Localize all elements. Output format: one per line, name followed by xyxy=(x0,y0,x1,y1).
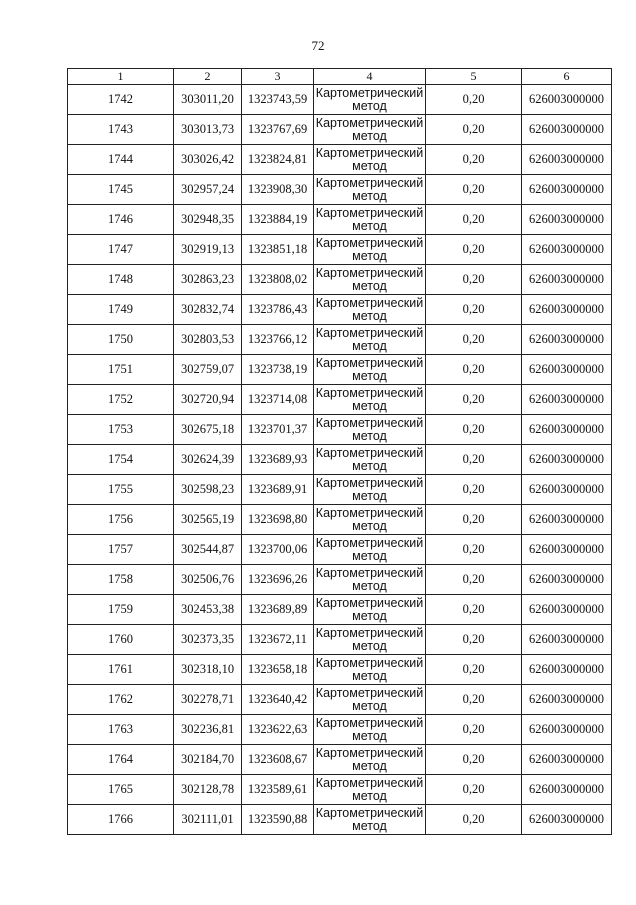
method-line-2: метод xyxy=(352,158,387,173)
method-line-2: метод xyxy=(352,278,387,293)
y-coordinate-cell: 1323622,63 xyxy=(242,715,314,745)
method-line-1: Картометрический xyxy=(315,745,424,760)
accuracy-cell: 0,20 xyxy=(426,445,522,475)
point-number-cell: 1747 xyxy=(68,235,174,265)
accuracy-cell: 0,20 xyxy=(426,685,522,715)
accuracy-cell: 0,20 xyxy=(426,85,522,115)
point-number-cell: 1742 xyxy=(68,85,174,115)
accuracy-cell: 0,20 xyxy=(426,805,522,835)
method-line-2: метод xyxy=(352,428,387,443)
method-line-1: Картометрический xyxy=(315,805,424,820)
method-cell xyxy=(314,235,426,265)
accuracy-cell: 0,20 xyxy=(426,475,522,505)
y-coordinate-cell: 1323786,43 xyxy=(242,295,314,325)
method-line-1: Картометрический xyxy=(315,115,424,130)
table-row xyxy=(68,115,612,145)
point-number-cell: 1745 xyxy=(68,175,174,205)
code-cell: 626003000000 xyxy=(522,115,612,145)
table-row xyxy=(68,595,612,625)
x-coordinate-cell: 303013,73 xyxy=(174,115,242,145)
x-coordinate-cell: 302128,78 xyxy=(174,775,242,805)
method-cell xyxy=(314,175,426,205)
point-number-cell: 1757 xyxy=(68,535,174,565)
accuracy-cell: 0,20 xyxy=(426,745,522,775)
method-cell xyxy=(314,325,426,355)
x-coordinate-cell: 303011,20 xyxy=(174,85,242,115)
y-coordinate-cell: 1323608,67 xyxy=(242,745,314,775)
code-cell: 626003000000 xyxy=(522,475,612,505)
method-cell xyxy=(314,505,426,535)
x-coordinate-cell: 302598,23 xyxy=(174,475,242,505)
method-line-1: Картометрический xyxy=(315,85,424,100)
method-cell xyxy=(314,715,426,745)
method-line-2: метод xyxy=(352,518,387,533)
code-cell: 626003000000 xyxy=(522,145,612,175)
table-row xyxy=(68,655,612,685)
accuracy-cell: 0,20 xyxy=(426,115,522,145)
method-line-1: Картометрический xyxy=(315,685,424,700)
method-line-1: Картометрический xyxy=(315,565,424,580)
method-line-1: Картометрический xyxy=(315,295,424,310)
method-line-1: Картометрический xyxy=(315,265,424,280)
method-line-2: метод xyxy=(352,728,387,743)
method-line-1: Картометрический xyxy=(315,505,424,520)
code-cell: 626003000000 xyxy=(522,295,612,325)
accuracy-cell: 0,20 xyxy=(426,655,522,685)
method-cell xyxy=(314,805,426,835)
method-line-1: Картометрический xyxy=(315,475,424,490)
header-row xyxy=(68,69,612,85)
method-cell xyxy=(314,565,426,595)
table-row xyxy=(68,535,612,565)
accuracy-cell: 0,20 xyxy=(426,205,522,235)
x-coordinate-cell: 302675,18 xyxy=(174,415,242,445)
method-line-1: Картометрический xyxy=(315,145,424,160)
point-number-cell: 1759 xyxy=(68,595,174,625)
method-line-2: метод xyxy=(352,638,387,653)
accuracy-cell: 0,20 xyxy=(426,535,522,565)
accuracy-cell: 0,20 xyxy=(426,565,522,595)
method-cell xyxy=(314,385,426,415)
y-coordinate-cell: 1323766,12 xyxy=(242,325,314,355)
x-coordinate-cell: 302111,01 xyxy=(174,805,242,835)
code-cell: 626003000000 xyxy=(522,205,612,235)
header-cell: 3 xyxy=(242,69,314,85)
method-line-1: Картометрический xyxy=(315,205,424,220)
point-number-cell: 1750 xyxy=(68,325,174,355)
accuracy-cell: 0,20 xyxy=(426,235,522,265)
method-line-2: метод xyxy=(352,788,387,803)
code-cell: 626003000000 xyxy=(522,355,612,385)
method-cell xyxy=(314,205,426,235)
y-coordinate-cell: 1323696,26 xyxy=(242,565,314,595)
table-row xyxy=(68,565,612,595)
point-number-cell: 1752 xyxy=(68,385,174,415)
accuracy-cell: 0,20 xyxy=(426,415,522,445)
method-line-2: метод xyxy=(352,548,387,563)
y-coordinate-cell: 1323590,88 xyxy=(242,805,314,835)
table-row xyxy=(68,625,612,655)
x-coordinate-cell: 302720,94 xyxy=(174,385,242,415)
table-row xyxy=(68,445,612,475)
method-line-2: метод xyxy=(352,248,387,263)
y-coordinate-cell: 1323743,59 xyxy=(242,85,314,115)
table-row xyxy=(68,175,612,205)
point-number-cell: 1756 xyxy=(68,505,174,535)
method-line-2: метод xyxy=(352,458,387,473)
method-cell xyxy=(314,775,426,805)
point-number-cell: 1755 xyxy=(68,475,174,505)
method-cell xyxy=(314,625,426,655)
code-cell: 626003000000 xyxy=(522,235,612,265)
code-cell: 626003000000 xyxy=(522,535,612,565)
method-cell xyxy=(314,115,426,145)
y-coordinate-cell: 1323714,08 xyxy=(242,385,314,415)
method-line-2: метод xyxy=(352,368,387,383)
method-line-1: Картометрический xyxy=(315,715,424,730)
accuracy-cell: 0,20 xyxy=(426,145,522,175)
method-line-2: метод xyxy=(352,98,387,113)
y-coordinate-cell: 1323640,42 xyxy=(242,685,314,715)
method-line-1: Картометрический xyxy=(315,235,424,250)
method-line-2: метод xyxy=(352,578,387,593)
point-number-cell: 1754 xyxy=(68,445,174,475)
method-line-1: Картометрический xyxy=(315,535,424,550)
x-coordinate-cell: 302544,87 xyxy=(174,535,242,565)
table-row xyxy=(68,415,612,445)
table-row xyxy=(68,235,612,265)
point-number-cell: 1764 xyxy=(68,745,174,775)
method-line-1: Картометрический xyxy=(315,415,424,430)
point-number-cell: 1762 xyxy=(68,685,174,715)
method-line-2: метод xyxy=(352,128,387,143)
header-cell: 6 xyxy=(522,69,612,85)
y-coordinate-cell: 1323767,69 xyxy=(242,115,314,145)
method-cell xyxy=(314,295,426,325)
x-coordinate-cell: 302278,71 xyxy=(174,685,242,715)
method-line-2: метод xyxy=(352,218,387,233)
method-line-1: Картометрический xyxy=(315,625,424,640)
table-row xyxy=(68,475,612,505)
method-cell xyxy=(314,445,426,475)
method-cell xyxy=(314,85,426,115)
header-cell: 5 xyxy=(426,69,522,85)
y-coordinate-cell: 1323700,06 xyxy=(242,535,314,565)
y-coordinate-cell: 1323808,02 xyxy=(242,265,314,295)
method-line-2: метод xyxy=(352,398,387,413)
x-coordinate-cell: 302863,23 xyxy=(174,265,242,295)
table-row xyxy=(68,295,612,325)
method-cell xyxy=(314,355,426,385)
table-row xyxy=(68,685,612,715)
point-number-cell: 1746 xyxy=(68,205,174,235)
method-cell xyxy=(314,475,426,505)
code-cell: 626003000000 xyxy=(522,85,612,115)
code-cell: 626003000000 xyxy=(522,505,612,535)
code-cell: 626003000000 xyxy=(522,625,612,655)
table-row xyxy=(68,85,612,115)
code-cell: 626003000000 xyxy=(522,715,612,745)
y-coordinate-cell: 1323908,30 xyxy=(242,175,314,205)
y-coordinate-cell: 1323824,81 xyxy=(242,145,314,175)
accuracy-cell: 0,20 xyxy=(426,715,522,745)
code-cell: 626003000000 xyxy=(522,775,612,805)
accuracy-cell: 0,20 xyxy=(426,505,522,535)
code-cell: 626003000000 xyxy=(522,265,612,295)
y-coordinate-cell: 1323658,18 xyxy=(242,655,314,685)
x-coordinate-cell: 302957,24 xyxy=(174,175,242,205)
code-cell: 626003000000 xyxy=(522,745,612,775)
code-cell: 626003000000 xyxy=(522,655,612,685)
accuracy-cell: 0,20 xyxy=(426,325,522,355)
accuracy-cell: 0,20 xyxy=(426,355,522,385)
code-cell: 626003000000 xyxy=(522,445,612,475)
method-cell xyxy=(314,655,426,685)
x-coordinate-cell: 302184,70 xyxy=(174,745,242,775)
method-cell xyxy=(314,535,426,565)
method-cell xyxy=(314,595,426,625)
method-line-1: Картометрический xyxy=(315,325,424,340)
method-cell xyxy=(314,145,426,175)
x-coordinate-cell: 302948,35 xyxy=(174,205,242,235)
x-coordinate-cell: 302832,74 xyxy=(174,295,242,325)
code-cell: 626003000000 xyxy=(522,685,612,715)
y-coordinate-cell: 1323672,11 xyxy=(242,625,314,655)
x-coordinate-cell: 302318,10 xyxy=(174,655,242,685)
code-cell: 626003000000 xyxy=(522,565,612,595)
point-number-cell: 1744 xyxy=(68,145,174,175)
method-line-2: метод xyxy=(352,698,387,713)
point-number-cell: 1765 xyxy=(68,775,174,805)
method-line-2: метод xyxy=(352,818,387,833)
point-number-cell: 1749 xyxy=(68,295,174,325)
method-line-2: метод xyxy=(352,338,387,353)
method-line-1: Картометрический xyxy=(315,775,424,790)
table-row xyxy=(68,385,612,415)
point-number-cell: 1763 xyxy=(68,715,174,745)
header-cell: 2 xyxy=(174,69,242,85)
table-row xyxy=(68,325,612,355)
y-coordinate-cell: 1323884,19 xyxy=(242,205,314,235)
method-line-1: Картометрический xyxy=(315,655,424,670)
y-coordinate-cell: 1323589,61 xyxy=(242,775,314,805)
method-line-2: метод xyxy=(352,188,387,203)
table-row xyxy=(68,205,612,235)
x-coordinate-cell: 302506,76 xyxy=(174,565,242,595)
y-coordinate-cell: 1323698,80 xyxy=(242,505,314,535)
code-cell: 626003000000 xyxy=(522,385,612,415)
table-row xyxy=(68,145,612,175)
method-line-2: метод xyxy=(352,668,387,683)
method-line-1: Картометрический xyxy=(315,355,424,370)
code-cell: 626003000000 xyxy=(522,175,612,205)
points-table xyxy=(67,68,612,835)
method-line-2: метод xyxy=(352,758,387,773)
y-coordinate-cell: 1323689,93 xyxy=(242,445,314,475)
code-cell: 626003000000 xyxy=(522,325,612,355)
x-coordinate-cell: 302236,81 xyxy=(174,715,242,745)
code-cell: 626003000000 xyxy=(522,415,612,445)
x-coordinate-cell: 303026,42 xyxy=(174,145,242,175)
table-row xyxy=(68,355,612,385)
table-row xyxy=(68,775,612,805)
accuracy-cell: 0,20 xyxy=(426,265,522,295)
point-number-cell: 1760 xyxy=(68,625,174,655)
x-coordinate-cell: 302803,53 xyxy=(174,325,242,355)
method-line-2: метод xyxy=(352,608,387,623)
table-row xyxy=(68,745,612,775)
x-coordinate-cell: 302919,13 xyxy=(174,235,242,265)
method-line-1: Картометрический xyxy=(315,175,424,190)
method-line-1: Картометрический xyxy=(315,595,424,610)
point-number-cell: 1761 xyxy=(68,655,174,685)
code-cell: 626003000000 xyxy=(522,805,612,835)
y-coordinate-cell: 1323851,18 xyxy=(242,235,314,265)
accuracy-cell: 0,20 xyxy=(426,295,522,325)
method-cell xyxy=(314,745,426,775)
x-coordinate-cell: 302624,39 xyxy=(174,445,242,475)
x-coordinate-cell: 302759,07 xyxy=(174,355,242,385)
table-row xyxy=(68,265,612,295)
point-number-cell: 1753 xyxy=(68,415,174,445)
table-row xyxy=(68,805,612,835)
accuracy-cell: 0,20 xyxy=(426,775,522,805)
page-number: 72 xyxy=(311,38,325,53)
y-coordinate-cell: 1323738,19 xyxy=(242,355,314,385)
method-line-1: Картометрический xyxy=(315,445,424,460)
point-number-cell: 1748 xyxy=(68,265,174,295)
y-coordinate-cell: 1323689,91 xyxy=(242,475,314,505)
point-number-cell: 1766 xyxy=(68,805,174,835)
point-number-cell: 1751 xyxy=(68,355,174,385)
table-row xyxy=(68,505,612,535)
x-coordinate-cell: 302565,19 xyxy=(174,505,242,535)
header-cell: 4 xyxy=(314,69,426,85)
accuracy-cell: 0,20 xyxy=(426,625,522,655)
header-cell: 1 xyxy=(68,69,174,85)
method-cell xyxy=(314,265,426,295)
method-cell xyxy=(314,685,426,715)
method-line-2: метод xyxy=(352,308,387,323)
code-cell: 626003000000 xyxy=(522,595,612,625)
method-line-1: Картометрический xyxy=(315,385,424,400)
x-coordinate-cell: 302453,38 xyxy=(174,595,242,625)
accuracy-cell: 0,20 xyxy=(426,385,522,415)
y-coordinate-cell: 1323689,89 xyxy=(242,595,314,625)
method-line-2: метод xyxy=(352,488,387,503)
point-number-cell: 1758 xyxy=(68,565,174,595)
y-coordinate-cell: 1323701,37 xyxy=(242,415,314,445)
method-cell xyxy=(314,415,426,445)
point-number-cell: 1743 xyxy=(68,115,174,145)
x-coordinate-cell: 302373,35 xyxy=(174,625,242,655)
accuracy-cell: 0,20 xyxy=(426,175,522,205)
accuracy-cell: 0,20 xyxy=(426,595,522,625)
table-row xyxy=(68,715,612,745)
